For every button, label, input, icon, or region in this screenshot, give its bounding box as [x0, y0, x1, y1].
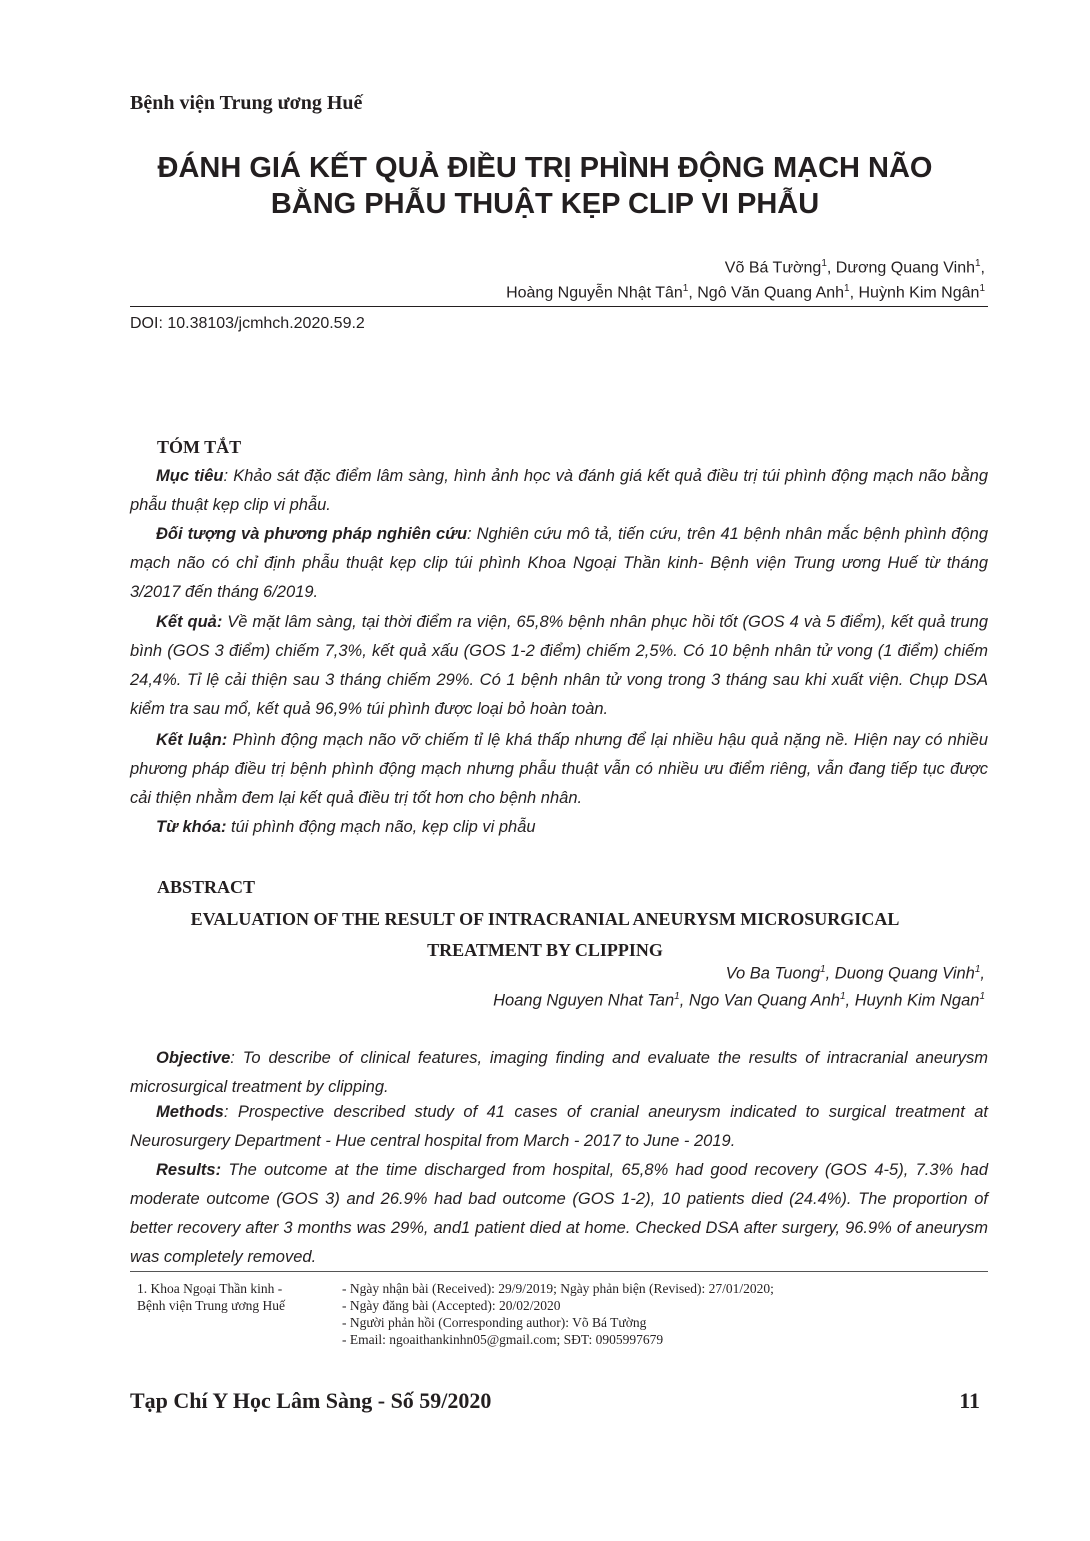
affiliation-sup: 1	[974, 258, 981, 269]
affiliation-sup: 1	[974, 964, 981, 975]
author-name: Hoang Nguyen Nhat Tan	[493, 991, 675, 1010]
author-name: Vo Ba Tuong	[725, 964, 821, 983]
para-text: : To describe of clinical features, imaging finding and evaluate the results of intracranial aneurysm microsurgical treatment by clipping.	[130, 1049, 988, 1096]
abstract-methods	[130, 1098, 988, 1156]
doi: DOI: 10.38103/jcmhch.2020.59.2	[130, 315, 365, 332]
summary-heading: TÓM TẮT	[157, 437, 242, 457]
separator: ,	[980, 259, 985, 277]
abstract-heading: ABSTRACT	[157, 877, 256, 897]
abstract-title	[100, 904, 990, 966]
abstract-objective	[130, 1044, 988, 1102]
separator: ,	[679, 991, 689, 1010]
footnote-received: - Ngày nhận bài (Received): 29/9/2019; Ngày phản biện (Revised): 27/01/2020;	[342, 1281, 774, 1296]
separator: ,	[849, 284, 859, 302]
affiliation-line: Bệnh viện Trung ương Huế	[137, 1298, 285, 1313]
article-title	[100, 150, 990, 222]
affiliation-sup: 1	[682, 283, 689, 294]
header-divider	[130, 306, 988, 307]
page-number: 11	[959, 1388, 980, 1413]
author-name: Huynh Kim Ngan	[854, 991, 980, 1010]
authors-en-line-2	[493, 991, 985, 1011]
author-name: Dương Quang Vinh	[835, 259, 975, 277]
para-text: Về mặt lâm sàng, tại thời điểm ra viện, 65,8% bệnh nhân phục hồi tốt (GOS 4 và 5 điểm), kết quả trung bình (GOS 3 điểm) chiếm 7,3%, kết quả xấu (GOS 1-2 điểm) chiếm 2,5%. Có 10 bệnh nhân tử vong (1 điểm) chiếm 24,4%. Tỉ lệ cải thiện sau 3 tháng chiếm 29%. Có 1 bệnh nhân tử vong trong 3 tháng sau khi xuất viện. Chụp DSA kiểm tra sau mổ, kết quả 96,9% túi phình được loại bỏ hoàn toàn.	[130, 613, 988, 718]
affiliation-sup: 1	[821, 258, 827, 269]
separator: ,	[845, 991, 855, 1010]
author-name: Duong Quang Vinh	[834, 964, 975, 983]
title-line-1: ĐÁNH GIÁ KẾT QUẢ ĐIỀU TRỊ PHÌNH ĐỘNG MẠCH NÃO	[157, 152, 933, 184]
para-text: The outcome at the time discharged from hospital, 65,8% had good recovery (GOS 4-5), 7.3% had moderate outcome (GOS 3) and 26.9% had bad outcome (GOS 1-2), 10 patients died (24.4%). The proportion of better recovery after 3 months was 29%, and1 patient died at home. Checked DSA after surgery, 96.9% of aneurysm was completely removed.	[130, 1161, 988, 1266]
separator: ,	[826, 259, 836, 277]
separator: ,	[980, 964, 985, 983]
affiliation-sup: 1	[674, 991, 680, 1002]
affiliation-sup: 1	[979, 991, 985, 1002]
footnote-info	[342, 1280, 774, 1348]
journal-footer: Tạp Chí Y Học Lâm Sàng - Số 59/2020	[130, 1388, 492, 1413]
para-text: : Prospective described study of 41 cases of cranial aneurysm indicated to surgical treatment at Neurosurgery Department - Hue central hospital from March - 2017 to June - 2019.	[130, 1103, 988, 1150]
affiliation-sup: 1	[820, 964, 826, 975]
summary-objective	[130, 462, 988, 520]
para-text: : Nghiên cứu mô tả, tiến cứu, trên 41 bệnh nhân mắc bệnh phình động mạch não có chỉ định phẫu thuật kẹp clip túi phình Khoa Ngoại Thần kinh- Bệnh viện Trung ương Huế từ tháng 3/2017 đến tháng 6/2019.	[130, 525, 988, 601]
abstract-title-line-2: TREATMENT BY CLIPPING	[427, 940, 663, 960]
footnote-divider	[130, 1271, 988, 1272]
para-label: Kết quả:	[156, 613, 223, 631]
para-label: Từ khóa:	[156, 818, 227, 836]
para-label: Methods	[156, 1103, 224, 1121]
footnote-corresponding: - Người phản hồi (Corresponding author): Võ Bá Tường	[342, 1315, 647, 1330]
author-name: Ngo Van Quang Anh	[688, 991, 840, 1010]
separator: ,	[825, 964, 835, 983]
para-label: Results:	[156, 1161, 222, 1179]
summary-keywords	[130, 813, 988, 842]
para-label: Đối tượng và phương pháp nghiên cứu	[156, 525, 468, 543]
authors-vn-line-1	[725, 258, 985, 277]
para-label: Mục tiêu	[156, 467, 224, 485]
affiliation-line: 1. Khoa Ngoại Thần kinh -	[137, 1281, 283, 1296]
footnote-affiliation	[137, 1280, 285, 1314]
title-line-2: BẰNG PHẪU THUẬT KẸP CLIP VI PHẪU	[270, 188, 820, 220]
affiliation-sup: 1	[839, 991, 846, 1002]
affiliation-sup: 1	[979, 283, 985, 294]
para-text: : Khảo sát đặc điểm lâm sàng, hình ảnh học và đánh giá kết quả điều trị túi phình động mạch não bằng phẫu thuật kẹp clip vi phẫu.	[130, 467, 988, 514]
summary-results	[130, 608, 988, 724]
abstract-title-line-1: EVALUATION OF THE RESULT OF INTRACRANIAL ANEURYSM MICROSURGICAL	[190, 909, 900, 929]
author-name: Võ Bá Tường	[724, 259, 822, 277]
running-header: Bệnh viện Trung ương Huế	[130, 92, 363, 114]
para-label: Objective	[156, 1049, 231, 1067]
footnote-email: - Email: ngoaithankinhn05@gmail.com; SĐT: 0905997679	[342, 1332, 664, 1347]
summary-conclusion	[130, 726, 988, 813]
para-label: Kết luận:	[156, 731, 228, 749]
affiliation-sup: 1	[844, 283, 850, 294]
separator: ,	[688, 284, 698, 302]
footnote-accepted: - Ngày đăng bài (Accepted): 20/02/2020	[342, 1298, 561, 1313]
author-name: Huỳnh Kim Ngân	[858, 284, 980, 302]
para-text: Phình động mạch não vỡ chiếm tỉ lệ khá thấp nhưng để lại nhiều hậu quả nặng nề. Hiện nay có nhiều phương pháp điều trị bệnh phình động mạch nhưng phẫu thuật vẫn có nhiều ưu điểm riêng, vẫn đang tiếp tục được cải thiện nhằm đem lại kết quả điều trị tốt hơn cho bệnh nhân.	[130, 731, 988, 807]
authors-en-line-1	[726, 964, 985, 984]
author-name: Ngô Văn Quang Anh	[697, 284, 845, 302]
para-text: túi phình động mạch não, kẹp clip vi phẫu	[226, 818, 536, 836]
authors-vn-line-2	[506, 283, 985, 302]
abstract-results	[130, 1156, 988, 1272]
summary-methods	[130, 520, 988, 607]
author-name: Hoàng Nguyễn Nhật Tân	[506, 284, 683, 302]
